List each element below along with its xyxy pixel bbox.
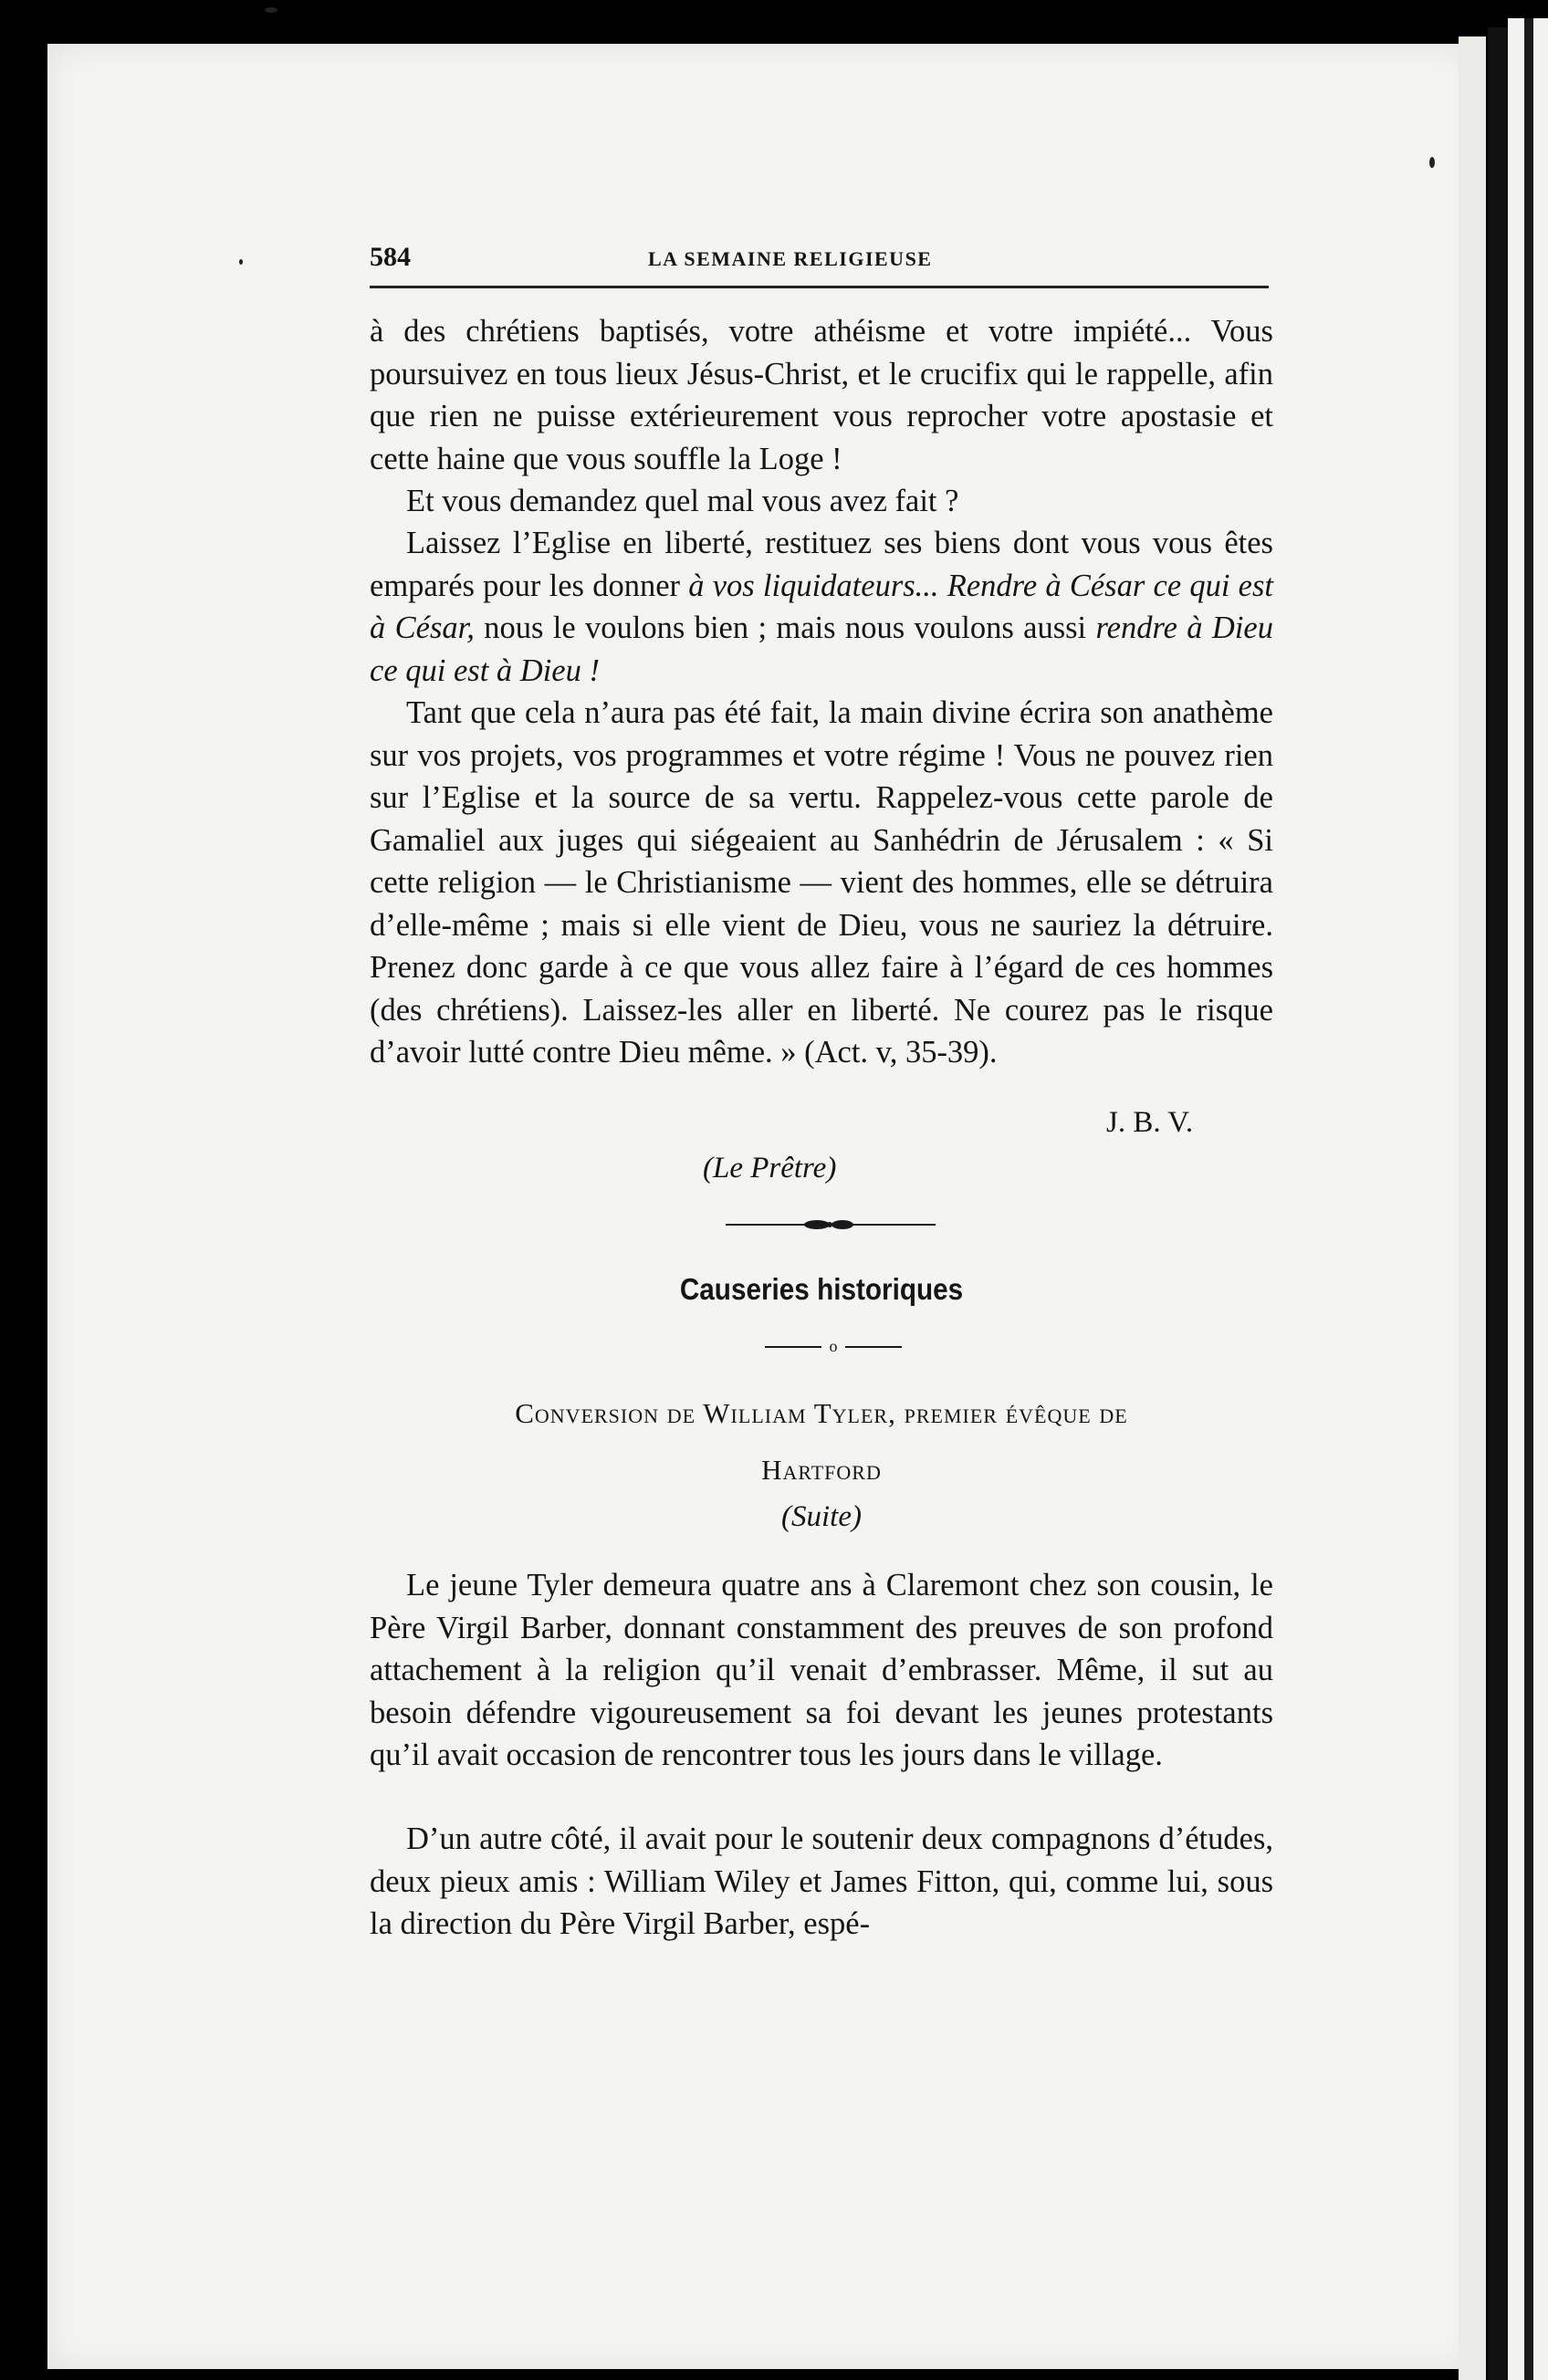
paragraph-4: Tant que cela n’aura pas été fait, la main divine écrira son anathème sur vos projets, vos programmes et votre régime ! Vous ne pouvez rien sur l’Eglise et la source de sa vertu. Rappelez-vous cette parole de Gamaliel aux juges qui siégeaient au Sanhédrin de Jérusalem : « Si cette religion — le Christianisme — vient des hommes, elle se détruira d’elle-même ; mais si elle vient de Dieu, vous ne sauriez la détruire. Prenez donc garde à ce que vous allez faire à l’égard de ces hommes (des chrétiens). Laissez-les aller en liberté. Ne courez pas le risque d’avoir lutté contre Dieu même. » (Act. v, 35-39). xyxy=(370,695,1273,1070)
paragraph-1: à des chrétiens baptisés, votre athéisme et votre impiété... Vous poursuivez en tous lieux Jésus-Christ, et le crucifix qui le rappelle, afin que rien ne puisse extérieurement vous reprocher votre apostasie et cette haine que vous souffle la Loge ! xyxy=(370,314,1273,476)
paragraph-3-text-a: Laissez l’Eglise en liberté, restituez ses biens dont vous vous êtes emparés pour les donner xyxy=(370,526,1273,603)
running-header xyxy=(370,242,1269,287)
article-title-line-1: Conversion de William Tyler, premier évêque de xyxy=(515,1397,1128,1429)
section-ornament xyxy=(726,1217,936,1232)
article-subtitle: (Suite) xyxy=(781,1500,862,1533)
paragraph-3-italic-d: rendre à Dieu ce qui est à Dieu ! xyxy=(370,611,1273,688)
page-gutter xyxy=(1459,37,1486,2380)
section-title: Causeries historiques xyxy=(679,1272,964,1306)
article-title xyxy=(370,1385,1273,1498)
scan-speck xyxy=(239,259,243,265)
facing-page-shadow xyxy=(1524,18,1533,2380)
paragraph-3-text-c: nous le voulons bien ; mais nous voulons aussi xyxy=(474,611,1096,645)
running-head-title: LA SEMAINE RELIGIEUSE xyxy=(648,247,933,270)
scan-speck xyxy=(265,7,277,13)
scan-speck xyxy=(1429,157,1435,168)
paragraph-3 xyxy=(370,522,1273,692)
author-signature: J. B. V. xyxy=(1106,1106,1194,1139)
header-rule xyxy=(370,286,1269,288)
paragraph-6: D’un autre côté, il avait pour le soutenir deux compagnons d’études, deux pieux amis : William Wiley et James Fitton, qui, comme lui, sous la direction du Père Virgil Barber, espé- xyxy=(370,1822,1273,1941)
paragraph-5: Le jeune Tyler demeura quatre ans à Claremont chez son cousin, le Père Virgil Barber, donnant constamment des preuves de son profond attachement à la religion qu’il venait d’embrasser. Même, il sut au besoin défendre vigoureusement sa foi devant les jeunes protestants qu’il avait occasion de rencontrer tous les jours dans le village. xyxy=(370,1568,1273,1772)
source-credit: (Le Prêtre) xyxy=(703,1152,837,1185)
paragraph-2: Et vous demandez quel mal vous avez fait ? xyxy=(406,484,959,518)
page-number: 584 xyxy=(370,242,411,272)
title-separator xyxy=(765,1334,902,1358)
paragraph-3-italic-b: à vos liquidateurs... Rendre à César ce qui est à César, xyxy=(370,568,1273,645)
binding-shadow xyxy=(1488,27,1508,2380)
article-title-line-2: Hartford xyxy=(761,1454,882,1486)
separator-glyph: o xyxy=(829,1337,838,1355)
